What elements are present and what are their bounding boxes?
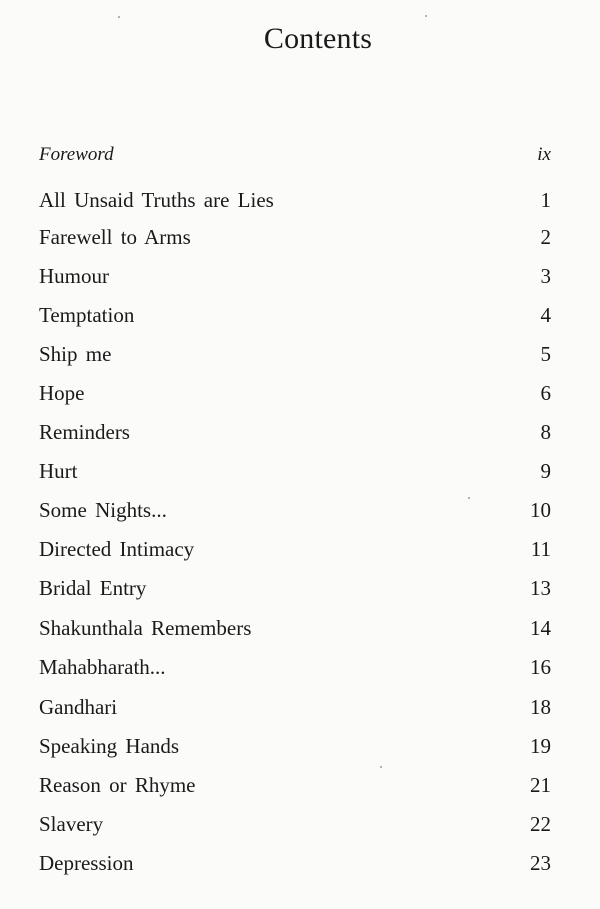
toc-entry <box>39 692 551 722</box>
toc-entry <box>39 573 551 603</box>
toc-entry <box>39 222 551 252</box>
paper-speck <box>380 766 382 768</box>
toc-entry-title: Farewell to Arms <box>39 225 191 249</box>
toc-entry-title: Hope <box>39 381 85 405</box>
toc-entry-title: Directed Intimacy <box>39 537 195 561</box>
toc-entry-page: 23 <box>530 851 551 875</box>
toc-entry-title: Shakunthala Remembers <box>39 616 252 640</box>
toc-entry <box>39 339 551 369</box>
toc-entry-page: 14 <box>530 616 551 640</box>
toc-entry <box>39 652 551 682</box>
toc-entry-title: Humour <box>39 264 109 288</box>
toc-entry-page: 8 <box>540 420 551 444</box>
toc-entry-title: Bridal Entry <box>39 576 147 600</box>
toc-entry-page: 6 <box>540 381 551 405</box>
toc-entry-page: 21 <box>530 773 551 797</box>
toc-entry-title: Mahabharath... <box>39 655 166 679</box>
toc-entry-title: Foreword <box>39 144 114 165</box>
toc-entry-title: Gandhari <box>39 695 118 719</box>
toc-entry <box>39 456 551 486</box>
toc-entry-title: Depression <box>39 851 134 875</box>
toc-entry-page: 19 <box>530 734 551 758</box>
toc-entry-page: 11 <box>530 537 551 561</box>
toc-entry-title: Some Nights... <box>39 498 167 522</box>
toc-entry <box>39 300 551 330</box>
toc-entry <box>39 261 551 291</box>
toc-entry <box>39 848 551 878</box>
toc-entry-page: 5 <box>540 342 551 366</box>
toc-entry-page: 10 <box>530 498 551 522</box>
toc-entry <box>39 731 551 761</box>
toc-entry <box>39 495 551 525</box>
toc-entry-page: 16 <box>530 655 551 679</box>
toc-entry <box>39 770 551 800</box>
page-title: Contents <box>263 22 373 55</box>
toc-entry <box>39 534 551 564</box>
toc-entry-page: 22 <box>530 812 551 836</box>
toc-entry-title: Hurt <box>39 459 78 483</box>
toc-entry <box>39 809 551 839</box>
toc-entry <box>39 140 551 170</box>
toc-entry-title: Ship me <box>39 342 112 366</box>
toc-entry-title: Slavery <box>39 812 104 836</box>
toc-entry-title: Reason or Rhyme <box>39 773 196 797</box>
toc-entry <box>39 185 551 215</box>
toc-entry <box>39 417 551 447</box>
toc-entry-title: Reminders <box>39 420 130 444</box>
toc-entry-page: ix <box>537 144 551 165</box>
toc-entry <box>39 378 551 408</box>
toc-entry-title: Speaking Hands <box>39 734 180 758</box>
paper-speck <box>425 15 427 17</box>
paper-speck <box>118 16 120 18</box>
toc-entry <box>39 613 551 643</box>
toc-entry-page: 1 <box>540 188 551 212</box>
toc-entry-page: 2 <box>540 225 551 249</box>
toc-entry-page: 4 <box>540 303 551 327</box>
toc-entry-title: All Unsaid Truths are Lies <box>39 188 274 212</box>
toc-entry-title: Temptation <box>39 303 135 327</box>
paper-speck <box>468 497 470 499</box>
toc-entry-page: 3 <box>540 264 551 288</box>
toc-entry-page: 9 <box>540 459 551 483</box>
toc-entry-page: 18 <box>530 695 551 719</box>
toc-entry-page: 13 <box>530 576 551 600</box>
